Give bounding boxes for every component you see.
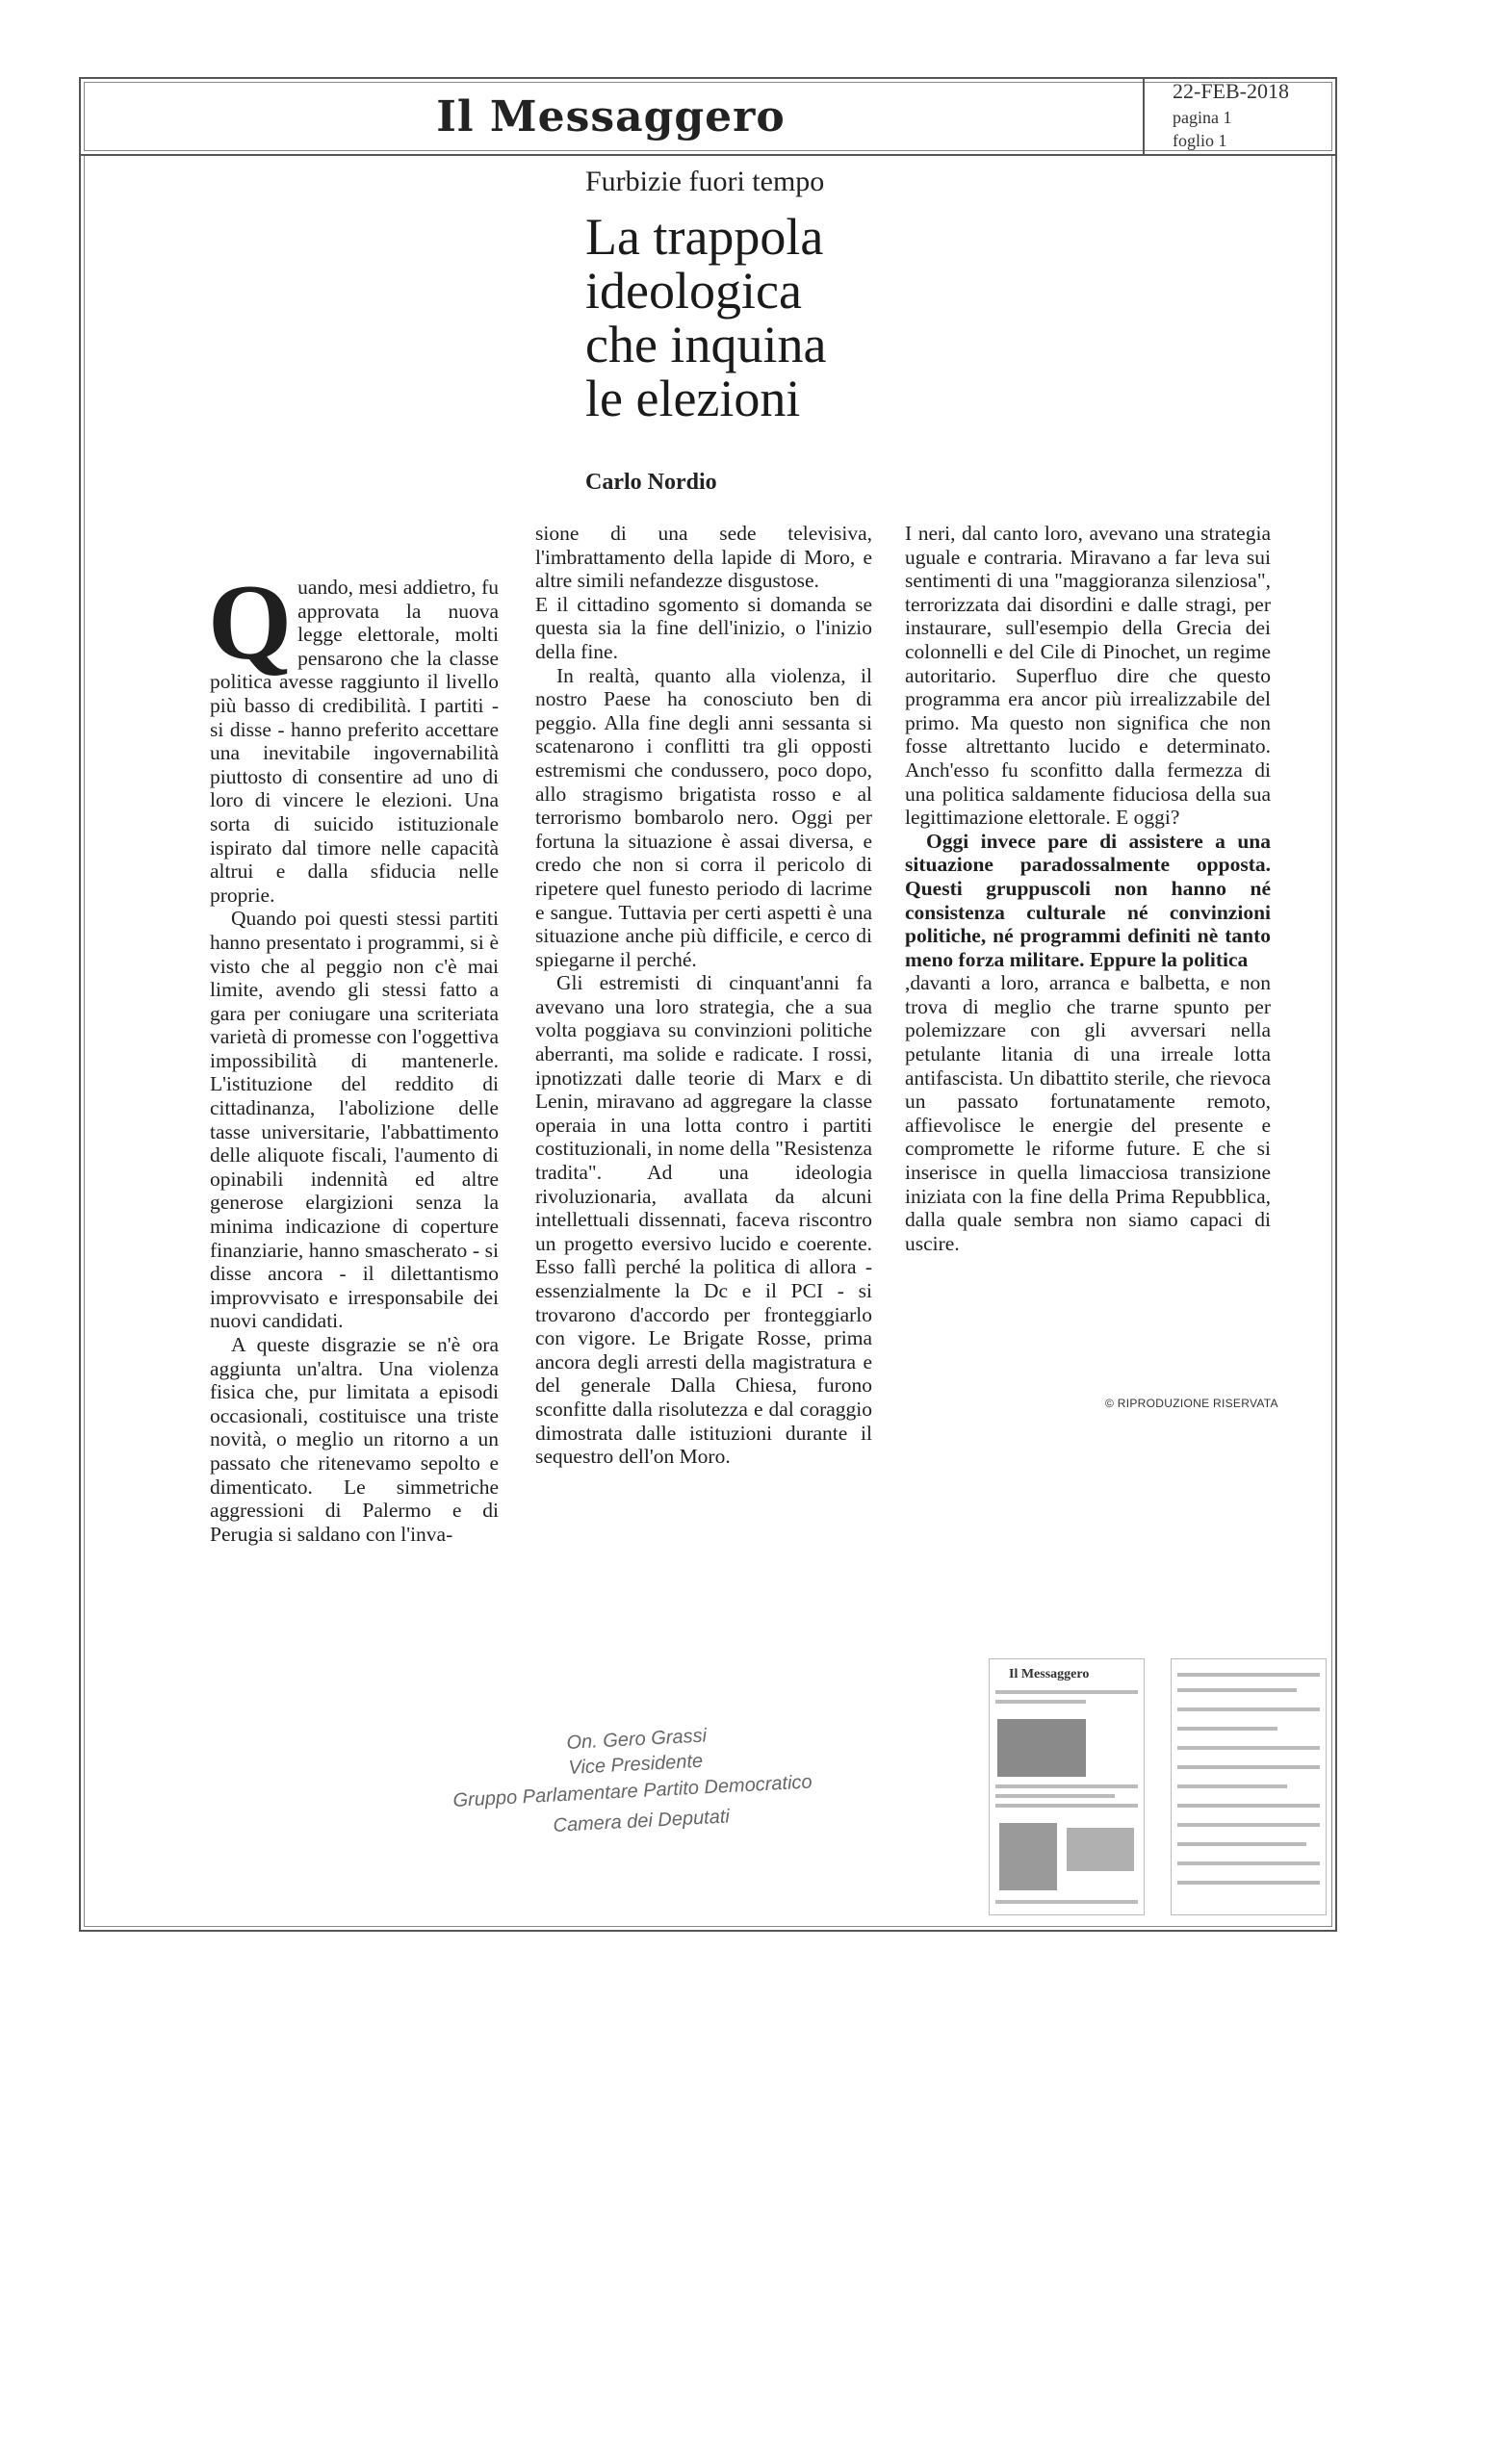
thumbnail-photo <box>1067 1828 1134 1871</box>
headline-line: che inquina <box>585 316 827 373</box>
paragraph: Gli estremisti di cinquant'anni fa avevano una loro strategia, che a sua volta poggiava su convinzioni politiche aberranti, ma solide e radicate. I rossi, ipnotizzati dalle teorie di Marx e di Lenin, miravano ad aggregare la classe operaia in una lotta contro i partiti costituzionali, in nome della "Resistenza tradita". Ad una ideologia rivoluzionaria, avallata da alcuni intellettuali dissennati, faceva riscontro un progetto eversivo lucido e coerente. Esso fallì perché la politica di allora - essenzialmente la Dc e il PCI - si trovarono d'accordo per fronteggiarlo con vigore. Le Brigate Rosse, prima ancora degli arresti della magistratura e del generale Dalla Chiesa, furono sconfitte dalla risolutezza e dal coraggio dimostrata dalle istituzioni durante il sequestro dell'on Moro. <box>535 971 872 1469</box>
headline-line: ideologica <box>585 262 802 320</box>
page-label: pagina 1 <box>1173 108 1232 127</box>
article-headline <box>585 210 990 425</box>
page-thumbnail-inner <box>1171 1658 1327 1915</box>
page-thumbnail-front <box>989 1658 1145 1915</box>
paragraph-text: uando, mesi addietro, fu approvata la nuova legge elettorale, molti pensarono che la classe politica avesse raggiunto il livello più basso di credibilità. I partiti - si disse - hanno preferito accettare una inevitabile ingovernabilità piuttosto di consentire ad uno di loro di vincere le elezioni. Una sorta di suicido istituzionale ispirato dal timore nelle capacità altrui e dalla sfiducia nelle proprie. <box>210 576 499 907</box>
thumbnail-photo <box>999 1823 1057 1890</box>
paragraph-bold: Oggi invece pare di assistere a una situazione paradossalmente opposta. Questi gruppuscoli non hanno né consistenza culturale né convinzioni politiche, né programmi definiti nè tanto meno forza militare. Eppure la politica <box>905 829 1271 971</box>
date-label: 22-FEB-2018 <box>1173 79 1289 103</box>
masthead: Il Messaggero <box>436 92 786 141</box>
paragraph: I neri, dal canto loro, avevano una strategia uguale e contraria. Miravano a far leva sui sentimenti di una "maggioranza silenziosa", terrorizzata dai disordini e dalle stragi, per instaurare, sull'esempio della Grecia dei colonnelli e del Cile di Pinochet, un regime autoritario. Superfluo dire che questo programma era ancor più irrealizzabile del primo. Ma questo non significa che non fosse altrettanto lucido e determinato. Anch'esso fu sconfitto dalla fermezza di una politica saldamente fiduciosa della sua legittimazione elettorale. E oggi? <box>905 522 1271 830</box>
article-column-3 <box>905 522 1271 1255</box>
dropcap: Q <box>208 563 293 682</box>
article-column-1 <box>208 563 499 1546</box>
paragraph <box>208 563 499 907</box>
stamp-chamber: Camera dei Deputati <box>553 1806 731 1836</box>
stamp-role: Vice Presidente <box>568 1750 704 1779</box>
paragraph: ,davanti a loro, arranca e balbetta, e non trova di meglio che trarne spunto per polemizzare con gli avversari nella petulante litania di una irreale lotta antifascista. Un dibattito sterile, che rievoca un passato fortunatamente remoto, affievolisce le energie del presente e compromette le riforme future. E che si inserisce in quella limacciosa transizione iniziata con la fine della Prima Repubblica, dalla quale sembra non siamo capaci di uscire. <box>905 971 1271 1255</box>
headline-line: le elezioni <box>585 370 801 427</box>
paragraph: E il cittadino sgomento si domanda se questa sia la fine dell'inizio, o l'inizio della fine. <box>535 592 872 663</box>
article-kicker: Furbizie fuori tempo <box>585 166 825 197</box>
article-column-2 <box>535 522 872 1469</box>
sheet-label: foglio 1 <box>1173 131 1227 150</box>
stamp-group: Gruppo Parlamentare Partito Democratico <box>452 1771 813 1811</box>
paragraph: sione di una sede televisiva, l'imbrattamento della lapide di Moro, e altre simili nefandezze disgustose. <box>535 522 872 593</box>
headline-line: La trappola <box>585 208 824 266</box>
stamp-name: On. Gero Grassi <box>566 1725 708 1754</box>
article-author: Carlo Nordio <box>585 470 717 495</box>
copyright-notice: © RIPRODUZIONE RISERVATA <box>1105 1397 1278 1410</box>
thumbnail-photo <box>997 1719 1086 1777</box>
thumbnail-masthead: Il Messaggero <box>1009 1667 1090 1681</box>
paragraph: A queste disgrazie se n'è ora aggiunta un'altra. Una violenza fisica che, pur limitata a episodi occasionali, costituisce una triste novità, o meglio un ritorno a un passato che ritenevamo sepolto e dimenticato. Le simmetriche aggressioni di Palermo e di Perugia si saldano con l'inva- <box>210 1333 499 1546</box>
paragraph: In realtà, quanto alla violenza, il nostro Paese ha conosciuto ben di peggio. Alla fine degli anni sessanta si scatenarono i conflitti tra gli opposti estremismi che condussero, poco dopo, allo stragismo brigatista rosso e al terrorismo bombarolo nero. Oggi per fortuna la situazione è assai diversa, e credo che non si corra il pericolo di ripetere quel funesto periodo di lacrime e sangue. Tuttavia per certi aspetti è una situazione anche più difficile, e cerco di spiegarne il perché. <box>535 663 872 971</box>
paragraph: Quando poi questi stessi partiti hanno presentato i programmi, si è visto che al peggio non c'è mai limite, avendo gli stessi fatto a gara per coniugare una scriteriata varietà di promesse con l'oggettiva impossibilità di mantenerle. L'istituzione del reddito di cittadinanza, l'abolizione delle tasse universitarie, l'abbattimento delle aliquote fiscali, l'aumento di opinabili indennità ed altre generose elargizioni senza la minima indicazione di coperture finanziarie, hanno smascherato - si disse ancora - il dilettantismo improvvisato e irresponsabile dei nuovi candidati. <box>210 907 499 1333</box>
